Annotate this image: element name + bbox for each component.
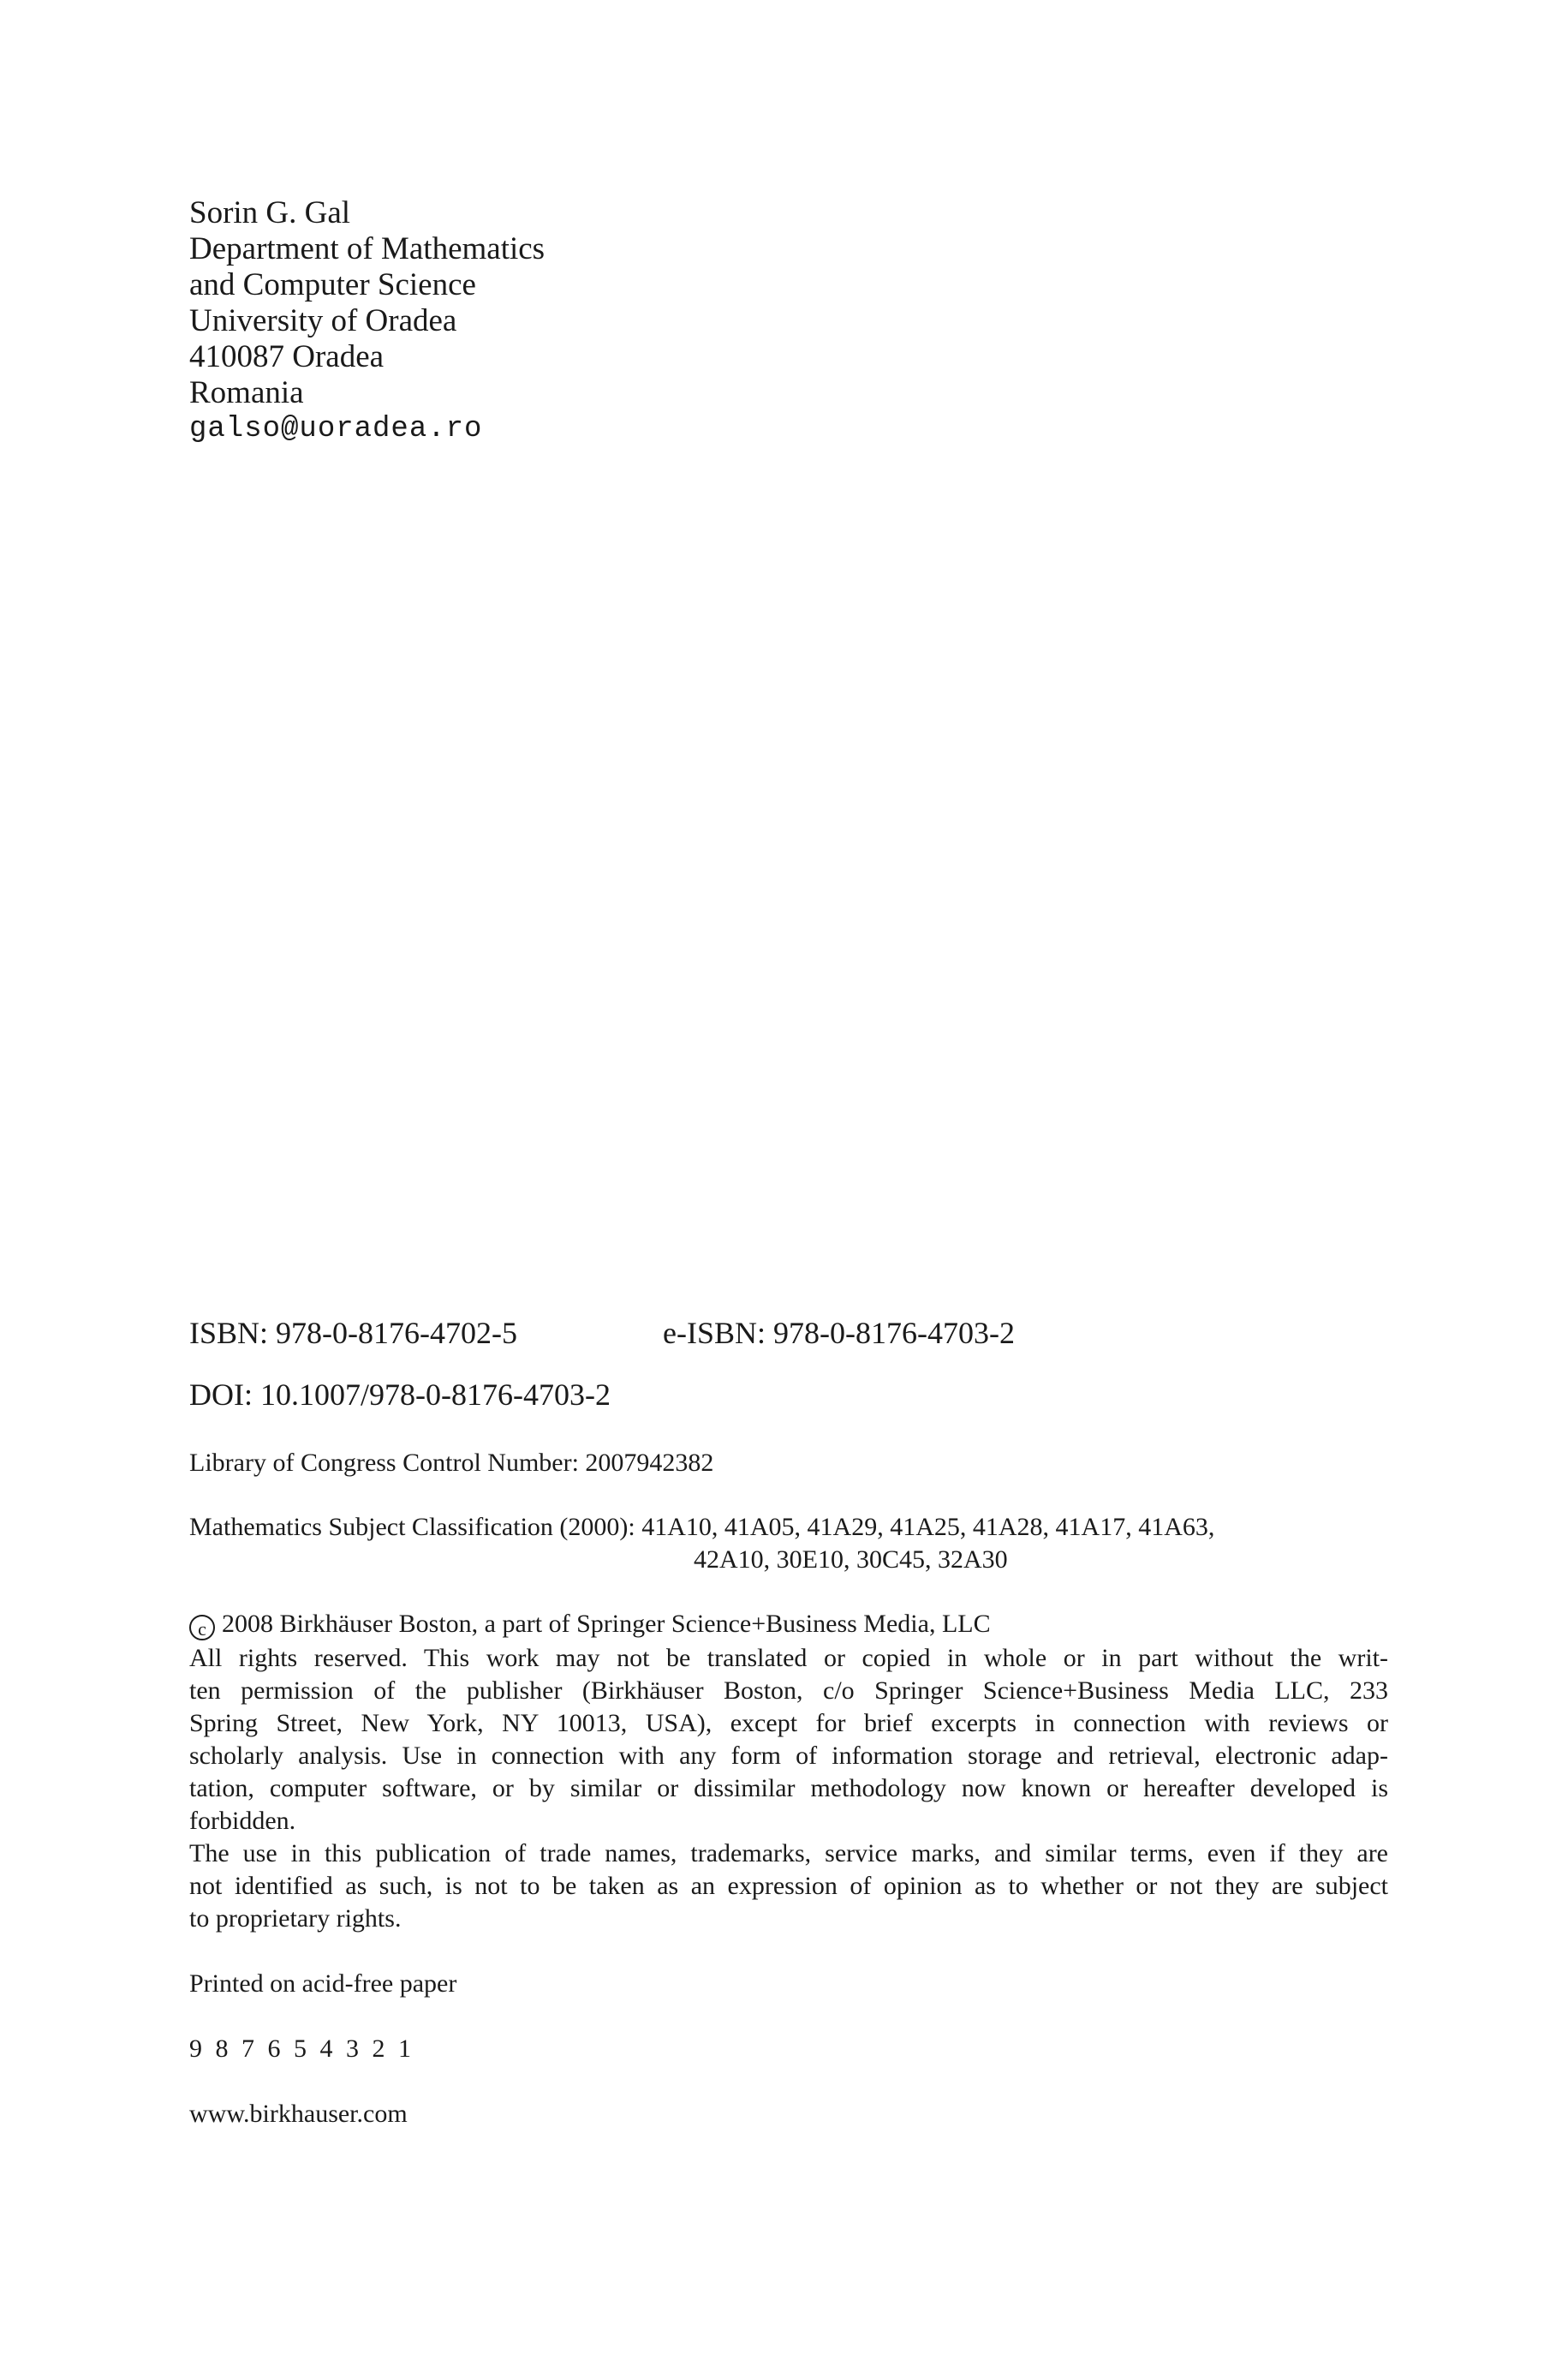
- copyright-text: 2008 Birkhäuser Boston, a part of Springer Science+Business Media, LLC: [222, 1610, 991, 1638]
- copyright-notice: [189, 1608, 1388, 1640]
- rights-line: forbidden.: [189, 1807, 296, 1835]
- rights-line: scholarly analysis. Use in connection with any form of information storage and retrieval, electronic adap-: [189, 1742, 1388, 1770]
- isbn: ISBN: 978-0-8176-4702-5: [189, 1316, 517, 1350]
- subject-classification: [189, 1511, 1388, 1576]
- rights-line: tation, computer software, or by similar or dissimilar methodology now known or hereafter developed is: [189, 1774, 1388, 1802]
- copyright-icon: c: [189, 1615, 215, 1640]
- msc-line-1: Mathematics Subject Classification (2000): 41A10, 41A05, 41A29, 41A25, 41A28, 41A17, 41A63,: [189, 1513, 1215, 1541]
- printing-line: 9 8 7 6 5 4 3 2 1: [189, 2034, 411, 2063]
- trademark-line: to proprietary rights.: [189, 1904, 402, 1933]
- department-line-2: and Computer Science: [189, 267, 476, 302]
- paper-note: Printed on acid-free paper: [189, 1969, 457, 1998]
- university-line: University of Oradea: [189, 303, 457, 338]
- trademark-paragraph: [189, 1837, 1388, 1935]
- author-address: [189, 195, 545, 447]
- rights-line: All rights reserved. This work may not be translated or copied in whole or in part without the writ-: [189, 1644, 1388, 1672]
- rights-line: ten permission of the publisher (Birkhäuser Boston, c/o Springer Science+Business Media LLC, 233: [189, 1676, 1388, 1705]
- isbn-row: [189, 1315, 1388, 1351]
- rights-line: Spring Street, New York, NY 10013, USA), except for brief excerpts in connection with reviews or: [189, 1709, 1388, 1737]
- trademark-line: The use in this publication of trade names, trademarks, service marks, and similar terms, even if they are: [189, 1839, 1388, 1867]
- trademark-line: not identified as such, is not to be taken as an expression of opinion as to whether or not they are subject: [189, 1872, 1388, 1900]
- publisher-website[interactable]: www.birkhauser.com: [189, 2100, 408, 2128]
- postal-city-line: 410087 Oradea: [189, 339, 385, 374]
- doi: DOI: 10.1007/978-0-8176-4703-2: [189, 1377, 611, 1412]
- country-line: Romania: [189, 375, 304, 410]
- lccn: Library of Congress Control Number: 2007942382: [189, 1449, 714, 1477]
- e-isbn: e-ISBN: 978-0-8176-4703-2: [663, 1316, 1015, 1350]
- bibliographic-block: [189, 1315, 1388, 2130]
- rights-paragraph: [189, 1642, 1388, 1837]
- author-name: Sorin G. Gal: [189, 195, 351, 230]
- department-line: Department of Mathematics: [189, 231, 546, 266]
- author-email[interactable]: galso@uoradea.ro: [189, 413, 483, 445]
- msc-line-2: 42A10, 30E10, 30C45, 32A30: [694, 1545, 1008, 1574]
